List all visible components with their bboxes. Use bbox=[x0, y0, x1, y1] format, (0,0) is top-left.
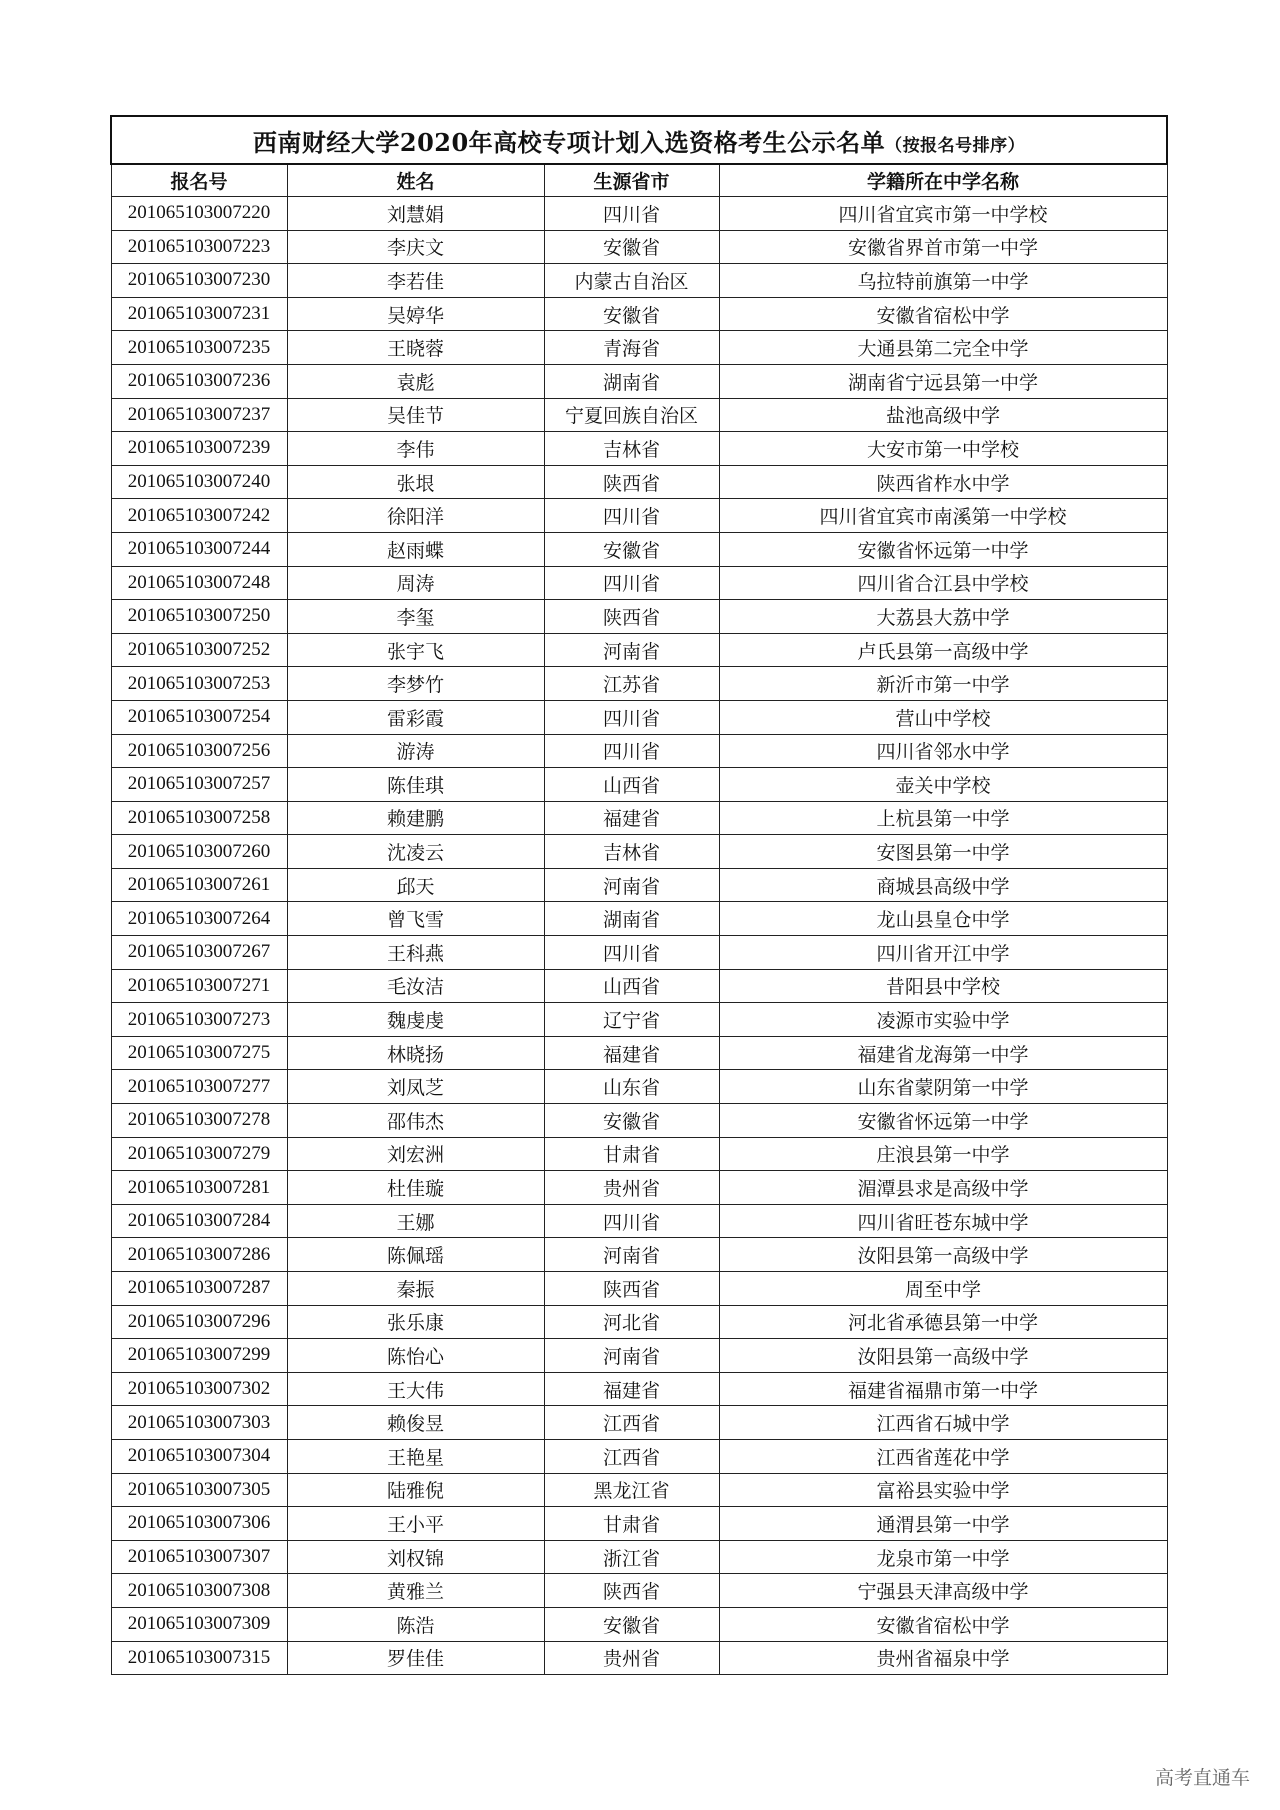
cell-student-name: 魏虔虔 bbox=[287, 1003, 544, 1037]
cell-registration-id: 201065103007264 bbox=[111, 902, 287, 936]
table-row bbox=[111, 835, 1167, 869]
cell-student-name: 雷彩霞 bbox=[287, 700, 544, 734]
cell-registration-id: 201065103007277 bbox=[111, 1070, 287, 1104]
cell-province: 宁夏回族自治区 bbox=[544, 398, 719, 432]
cell-province: 四川省 bbox=[544, 936, 719, 970]
cell-registration-id: 201065103007304 bbox=[111, 1439, 287, 1473]
cell-province: 四川省 bbox=[544, 197, 719, 231]
table-row bbox=[111, 432, 1167, 466]
cell-student-name: 李若佳 bbox=[287, 264, 544, 298]
cell-student-name: 刘权锦 bbox=[287, 1540, 544, 1574]
table-row bbox=[111, 600, 1167, 634]
cell-province: 四川省 bbox=[544, 566, 719, 600]
cell-school-name: 大安市第一中学校 bbox=[719, 432, 1167, 466]
cell-student-name: 陈佳琪 bbox=[287, 768, 544, 802]
table-row bbox=[111, 297, 1167, 331]
cell-registration-id: 201065103007306 bbox=[111, 1507, 287, 1541]
cell-school-name: 四川省宜宾市第一中学校 bbox=[719, 197, 1167, 231]
table-row bbox=[111, 197, 1167, 231]
cell-school-name: 安徽省怀远第一中学 bbox=[719, 532, 1167, 566]
cell-registration-id: 201065103007305 bbox=[111, 1473, 287, 1507]
table-row bbox=[111, 1137, 1167, 1171]
cell-student-name: 王晓蓉 bbox=[287, 331, 544, 365]
cell-school-name: 龙山县皇仓中学 bbox=[719, 902, 1167, 936]
cell-student-name: 徐阳洋 bbox=[287, 499, 544, 533]
cell-registration-id: 201065103007315 bbox=[111, 1641, 287, 1675]
cell-school-name: 壶关中学校 bbox=[719, 768, 1167, 802]
cell-school-name: 凌源市实验中学 bbox=[719, 1003, 1167, 1037]
cell-school-name: 大荔县大荔中学 bbox=[719, 600, 1167, 634]
table-row bbox=[111, 633, 1167, 667]
cell-province: 河南省 bbox=[544, 1339, 719, 1373]
cell-student-name: 刘凤芝 bbox=[287, 1070, 544, 1104]
cell-province: 福建省 bbox=[544, 1036, 719, 1070]
cell-province: 江西省 bbox=[544, 1406, 719, 1440]
table-row bbox=[111, 868, 1167, 902]
cell-registration-id: 201065103007281 bbox=[111, 1171, 287, 1205]
cell-school-name: 安徽省怀远第一中学 bbox=[719, 1104, 1167, 1138]
cell-student-name: 赖建鹏 bbox=[287, 801, 544, 835]
cell-province: 贵州省 bbox=[544, 1641, 719, 1675]
table-row bbox=[111, 1171, 1167, 1205]
applicant-list-table bbox=[110, 115, 1168, 1675]
table-row bbox=[111, 969, 1167, 1003]
cell-registration-id: 201065103007307 bbox=[111, 1540, 287, 1574]
cell-student-name: 黄雅兰 bbox=[287, 1574, 544, 1608]
cell-school-name: 安徽省宿松中学 bbox=[719, 1607, 1167, 1641]
table-row bbox=[111, 566, 1167, 600]
cell-province: 陕西省 bbox=[544, 600, 719, 634]
cell-student-name: 刘宏洲 bbox=[287, 1137, 544, 1171]
cell-student-name: 邱天 bbox=[287, 868, 544, 902]
cell-province: 安徽省 bbox=[544, 532, 719, 566]
document-title-sub: （按报名号排序） bbox=[885, 135, 1026, 156]
cell-registration-id: 201065103007278 bbox=[111, 1104, 287, 1138]
table-body bbox=[111, 197, 1167, 1675]
cell-student-name: 赵雨蝶 bbox=[287, 532, 544, 566]
cell-registration-id: 201065103007287 bbox=[111, 1272, 287, 1306]
cell-student-name: 张垠 bbox=[287, 465, 544, 499]
cell-school-name: 湄潭县求是高级中学 bbox=[719, 1171, 1167, 1205]
cell-student-name: 毛汝洁 bbox=[287, 969, 544, 1003]
cell-student-name: 邵伟杰 bbox=[287, 1104, 544, 1138]
cell-student-name: 罗佳佳 bbox=[287, 1641, 544, 1675]
cell-school-name: 四川省旺苍东城中学 bbox=[719, 1204, 1167, 1238]
watermark-text: 高考直通车 bbox=[1154, 1767, 1250, 1789]
cell-province: 四川省 bbox=[544, 1204, 719, 1238]
cell-school-name: 卢氏县第一高级中学 bbox=[719, 633, 1167, 667]
table-row bbox=[111, 1507, 1167, 1541]
cell-registration-id: 201065103007220 bbox=[111, 197, 287, 231]
cell-registration-id: 201065103007267 bbox=[111, 936, 287, 970]
cell-registration-id: 201065103007303 bbox=[111, 1406, 287, 1440]
cell-province: 湖南省 bbox=[544, 902, 719, 936]
cell-registration-id: 201065103007254 bbox=[111, 700, 287, 734]
cell-student-name: 李玺 bbox=[287, 600, 544, 634]
cell-student-name: 赖俊昱 bbox=[287, 1406, 544, 1440]
cell-student-name: 周涛 bbox=[287, 566, 544, 600]
cell-school-name: 安徽省宿松中学 bbox=[719, 297, 1167, 331]
cell-registration-id: 201065103007296 bbox=[111, 1305, 287, 1339]
cell-student-name: 秦振 bbox=[287, 1272, 544, 1306]
table-row bbox=[111, 398, 1167, 432]
cell-student-name: 王娜 bbox=[287, 1204, 544, 1238]
cell-registration-id: 201065103007237 bbox=[111, 398, 287, 432]
cell-province: 吉林省 bbox=[544, 835, 719, 869]
cell-school-name: 山东省蒙阴第一中学 bbox=[719, 1070, 1167, 1104]
table-row bbox=[111, 1406, 1167, 1440]
cell-province: 甘肃省 bbox=[544, 1137, 719, 1171]
table-row bbox=[111, 1003, 1167, 1037]
cell-province: 浙江省 bbox=[544, 1540, 719, 1574]
cell-province: 黑龙江省 bbox=[544, 1473, 719, 1507]
cell-student-name: 沈凌云 bbox=[287, 835, 544, 869]
column-header-id: 报名号 bbox=[111, 164, 287, 197]
cell-registration-id: 201065103007231 bbox=[111, 297, 287, 331]
table-row bbox=[111, 902, 1167, 936]
cell-student-name: 游涛 bbox=[287, 734, 544, 768]
cell-student-name: 吴婷华 bbox=[287, 297, 544, 331]
cell-school-name: 大通县第二完全中学 bbox=[719, 331, 1167, 365]
cell-student-name: 陈怡心 bbox=[287, 1339, 544, 1373]
cell-registration-id: 201065103007257 bbox=[111, 768, 287, 802]
table-row bbox=[111, 1439, 1167, 1473]
cell-student-name: 王小平 bbox=[287, 1507, 544, 1541]
cell-school-name: 四川省宜宾市南溪第一中学校 bbox=[719, 499, 1167, 533]
cell-student-name: 李梦竹 bbox=[287, 667, 544, 701]
cell-student-name: 刘慧娟 bbox=[287, 197, 544, 231]
cell-school-name: 河北省承德县第一中学 bbox=[719, 1305, 1167, 1339]
cell-school-name: 商城县高级中学 bbox=[719, 868, 1167, 902]
table-row bbox=[111, 230, 1167, 264]
cell-registration-id: 201065103007230 bbox=[111, 264, 287, 298]
cell-province: 江苏省 bbox=[544, 667, 719, 701]
cell-school-name: 安图县第一中学 bbox=[719, 835, 1167, 869]
cell-school-name: 昔阳县中学校 bbox=[719, 969, 1167, 1003]
cell-school-name: 江西省莲花中学 bbox=[719, 1439, 1167, 1473]
table-row bbox=[111, 1540, 1167, 1574]
document-title-main: 西南财经大学2020年高校专项计划入选资格考生公示名单 bbox=[252, 127, 886, 157]
cell-school-name: 龙泉市第一中学 bbox=[719, 1540, 1167, 1574]
table-row bbox=[111, 465, 1167, 499]
cell-registration-id: 201065103007242 bbox=[111, 499, 287, 533]
table-row bbox=[111, 364, 1167, 398]
cell-registration-id: 201065103007236 bbox=[111, 364, 287, 398]
cell-registration-id: 201065103007260 bbox=[111, 835, 287, 869]
cell-province: 安徽省 bbox=[544, 297, 719, 331]
cell-school-name: 营山中学校 bbox=[719, 700, 1167, 734]
cell-registration-id: 201065103007235 bbox=[111, 331, 287, 365]
cell-province: 河北省 bbox=[544, 1305, 719, 1339]
table-row bbox=[111, 768, 1167, 802]
table-row bbox=[111, 700, 1167, 734]
column-header-province: 生源省市 bbox=[544, 164, 719, 197]
cell-province: 湖南省 bbox=[544, 364, 719, 398]
table-row bbox=[111, 1339, 1167, 1373]
cell-school-name: 汝阳县第一高级中学 bbox=[719, 1238, 1167, 1272]
table-row bbox=[111, 1036, 1167, 1070]
cell-school-name: 汝阳县第一高级中学 bbox=[719, 1339, 1167, 1373]
table-row bbox=[111, 264, 1167, 298]
cell-school-name: 盐池高级中学 bbox=[719, 398, 1167, 432]
cell-registration-id: 201065103007286 bbox=[111, 1238, 287, 1272]
cell-registration-id: 201065103007252 bbox=[111, 633, 287, 667]
cell-school-name: 安徽省界首市第一中学 bbox=[719, 230, 1167, 264]
cell-province: 四川省 bbox=[544, 734, 719, 768]
cell-registration-id: 201065103007309 bbox=[111, 1607, 287, 1641]
cell-registration-id: 201065103007240 bbox=[111, 465, 287, 499]
cell-student-name: 王科燕 bbox=[287, 936, 544, 970]
cell-province: 辽宁省 bbox=[544, 1003, 719, 1037]
cell-registration-id: 201065103007253 bbox=[111, 667, 287, 701]
cell-student-name: 王大伟 bbox=[287, 1372, 544, 1406]
cell-province: 河南省 bbox=[544, 633, 719, 667]
cell-province: 四川省 bbox=[544, 700, 719, 734]
cell-province: 安徽省 bbox=[544, 1104, 719, 1138]
cell-school-name: 陕西省柞水中学 bbox=[719, 465, 1167, 499]
cell-school-name: 宁强县天津高级中学 bbox=[719, 1574, 1167, 1608]
cell-student-name: 曾飞雪 bbox=[287, 902, 544, 936]
document-title bbox=[111, 116, 1167, 164]
cell-province: 陕西省 bbox=[544, 1272, 719, 1306]
cell-registration-id: 201065103007299 bbox=[111, 1339, 287, 1373]
cell-school-name: 富裕县实验中学 bbox=[719, 1473, 1167, 1507]
cell-school-name: 上杭县第一中学 bbox=[719, 801, 1167, 835]
table-row bbox=[111, 1204, 1167, 1238]
cell-student-name: 王艳星 bbox=[287, 1439, 544, 1473]
cell-student-name: 陆雅倪 bbox=[287, 1473, 544, 1507]
cell-province: 江西省 bbox=[544, 1439, 719, 1473]
cell-registration-id: 201065103007284 bbox=[111, 1204, 287, 1238]
cell-student-name: 李庆文 bbox=[287, 230, 544, 264]
cell-registration-id: 201065103007248 bbox=[111, 566, 287, 600]
cell-school-name: 江西省石城中学 bbox=[719, 1406, 1167, 1440]
table-row bbox=[111, 499, 1167, 533]
cell-registration-id: 201065103007256 bbox=[111, 734, 287, 768]
cell-student-name: 李伟 bbox=[287, 432, 544, 466]
table-row bbox=[111, 1238, 1167, 1272]
table-header-row bbox=[111, 164, 1167, 197]
cell-school-name: 乌拉特前旗第一中学 bbox=[719, 264, 1167, 298]
table-row bbox=[111, 1607, 1167, 1641]
cell-school-name: 通渭县第一中学 bbox=[719, 1507, 1167, 1541]
cell-registration-id: 201065103007273 bbox=[111, 1003, 287, 1037]
cell-province: 山西省 bbox=[544, 969, 719, 1003]
cell-registration-id: 201065103007302 bbox=[111, 1372, 287, 1406]
cell-school-name: 福建省龙海第一中学 bbox=[719, 1036, 1167, 1070]
cell-province: 青海省 bbox=[544, 331, 719, 365]
table-row bbox=[111, 1104, 1167, 1138]
cell-province: 四川省 bbox=[544, 499, 719, 533]
cell-province: 山西省 bbox=[544, 768, 719, 802]
cell-province: 甘肃省 bbox=[544, 1507, 719, 1541]
cell-province: 贵州省 bbox=[544, 1171, 719, 1205]
cell-province: 山东省 bbox=[544, 1070, 719, 1104]
cell-registration-id: 201065103007275 bbox=[111, 1036, 287, 1070]
cell-province: 陕西省 bbox=[544, 465, 719, 499]
cell-registration-id: 201065103007271 bbox=[111, 969, 287, 1003]
cell-school-name: 四川省开江中学 bbox=[719, 936, 1167, 970]
table-row bbox=[111, 1372, 1167, 1406]
column-header-name: 姓名 bbox=[287, 164, 544, 197]
cell-registration-id: 201065103007250 bbox=[111, 600, 287, 634]
cell-student-name: 林晓扬 bbox=[287, 1036, 544, 1070]
cell-school-name: 湖南省宁远县第一中学 bbox=[719, 364, 1167, 398]
cell-student-name: 袁彪 bbox=[287, 364, 544, 398]
cell-student-name: 杜佳璇 bbox=[287, 1171, 544, 1205]
table-row bbox=[111, 936, 1167, 970]
cell-student-name: 张乐康 bbox=[287, 1305, 544, 1339]
cell-school-name: 新沂市第一中学 bbox=[719, 667, 1167, 701]
column-header-school: 学籍所在中学名称 bbox=[719, 164, 1167, 197]
cell-registration-id: 201065103007261 bbox=[111, 868, 287, 902]
cell-school-name: 四川省邻水中学 bbox=[719, 734, 1167, 768]
cell-student-name: 陈佩瑶 bbox=[287, 1238, 544, 1272]
cell-province: 吉林省 bbox=[544, 432, 719, 466]
table-row bbox=[111, 1070, 1167, 1104]
cell-province: 内蒙古自治区 bbox=[544, 264, 719, 298]
cell-province: 安徽省 bbox=[544, 230, 719, 264]
cell-province: 福建省 bbox=[544, 1372, 719, 1406]
cell-registration-id: 201065103007223 bbox=[111, 230, 287, 264]
cell-student-name: 张宇飞 bbox=[287, 633, 544, 667]
cell-registration-id: 201065103007258 bbox=[111, 801, 287, 835]
table-row bbox=[111, 1473, 1167, 1507]
table-row bbox=[111, 734, 1167, 768]
cell-registration-id: 201065103007279 bbox=[111, 1137, 287, 1171]
cell-province: 河南省 bbox=[544, 1238, 719, 1272]
cell-school-name: 庄浪县第一中学 bbox=[719, 1137, 1167, 1171]
cell-school-name: 福建省福鼎市第一中学 bbox=[719, 1372, 1167, 1406]
cell-student-name: 陈浩 bbox=[287, 1607, 544, 1641]
cell-province: 陕西省 bbox=[544, 1574, 719, 1608]
table-row bbox=[111, 331, 1167, 365]
table-row bbox=[111, 1272, 1167, 1306]
cell-registration-id: 201065103007244 bbox=[111, 532, 287, 566]
cell-registration-id: 201065103007308 bbox=[111, 1574, 287, 1608]
cell-school-name: 贵州省福泉中学 bbox=[719, 1641, 1167, 1675]
table-row bbox=[111, 532, 1167, 566]
table-row bbox=[111, 1305, 1167, 1339]
cell-province: 安徽省 bbox=[544, 1607, 719, 1641]
cell-school-name: 四川省合江县中学校 bbox=[719, 566, 1167, 600]
table-row bbox=[111, 1574, 1167, 1608]
cell-student-name: 吴佳节 bbox=[287, 398, 544, 432]
table-row bbox=[111, 667, 1167, 701]
cell-school-name: 周至中学 bbox=[719, 1272, 1167, 1306]
cell-registration-id: 201065103007239 bbox=[111, 432, 287, 466]
table-row bbox=[111, 1641, 1167, 1675]
cell-province: 河南省 bbox=[544, 868, 719, 902]
cell-province: 福建省 bbox=[544, 801, 719, 835]
table-row bbox=[111, 801, 1167, 835]
